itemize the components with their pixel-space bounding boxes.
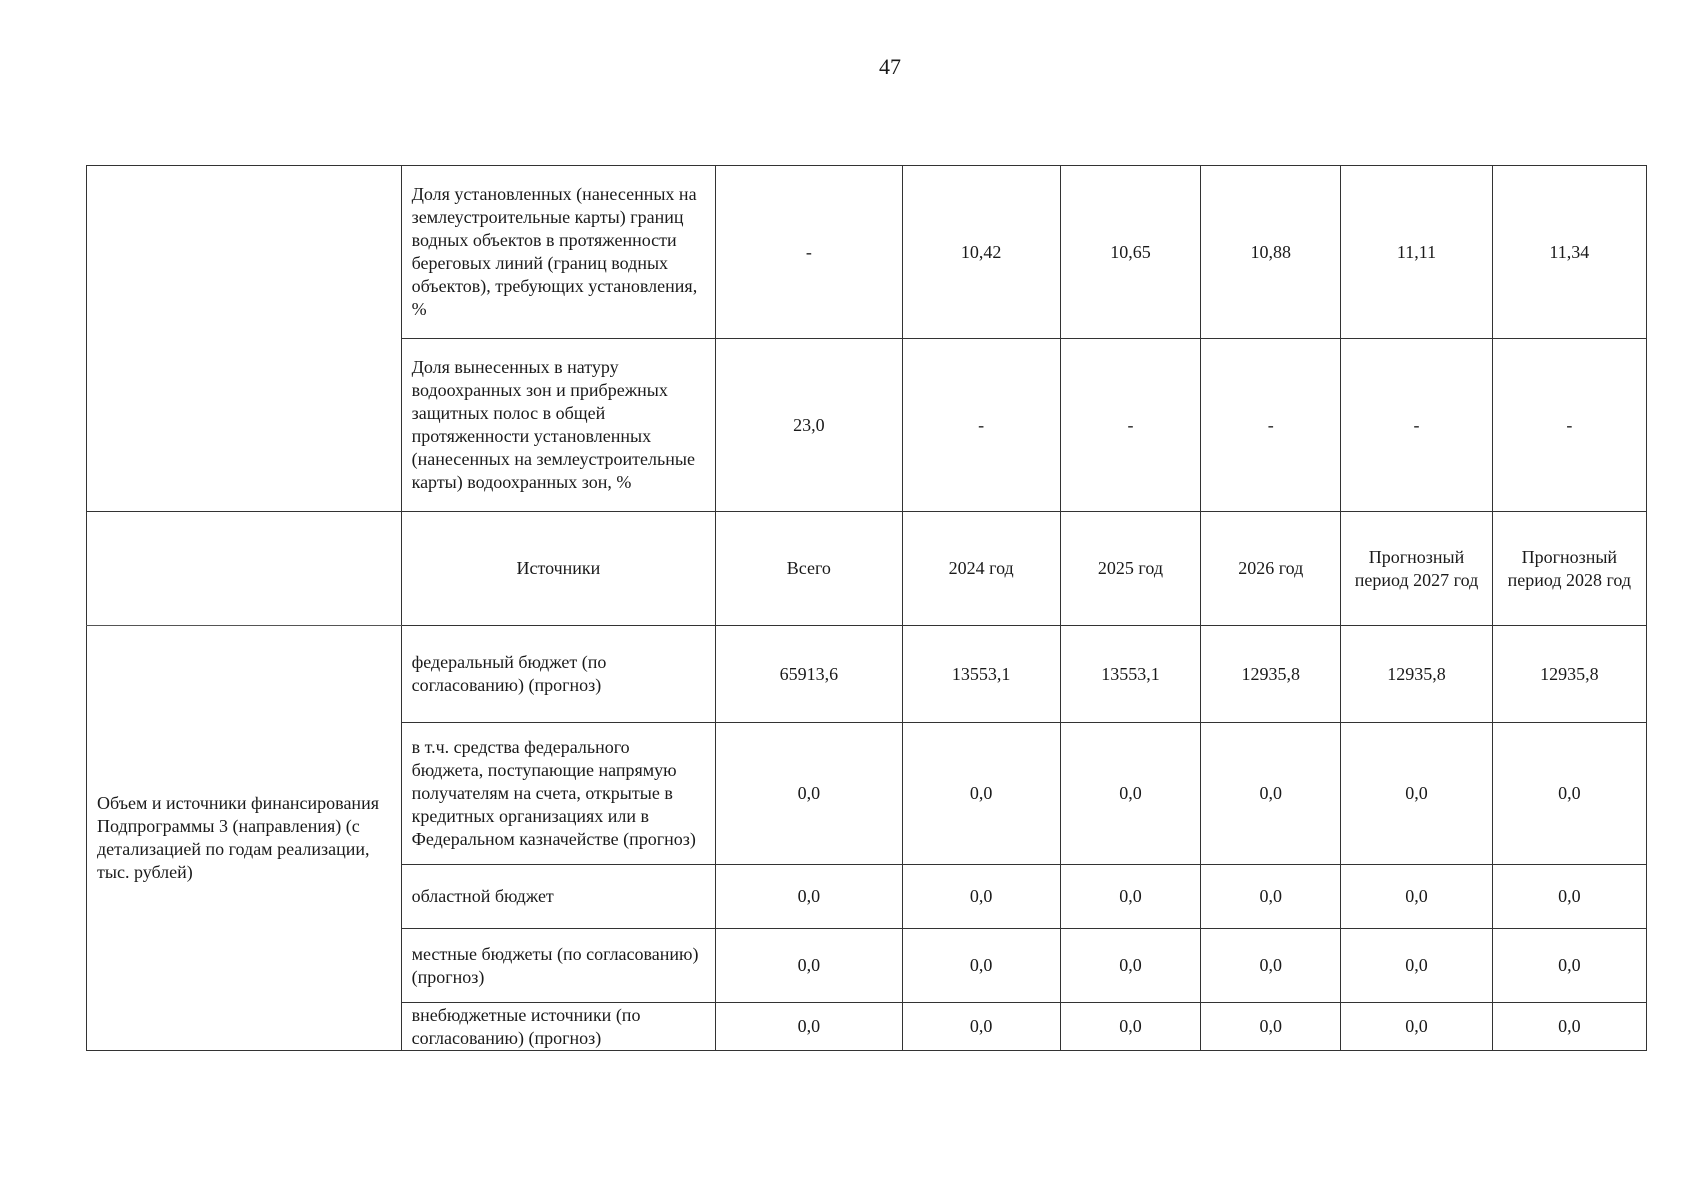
indicator-value-total: - — [716, 166, 902, 339]
header-total: Всего — [716, 512, 902, 626]
indicator-value-total: 23,0 — [716, 339, 902, 512]
header-2027: Прогнозный период 2027 год — [1341, 512, 1492, 626]
financing-value-2028: 0,0 — [1492, 929, 1646, 1003]
indicator-value-2028: 11,34 — [1492, 166, 1646, 339]
financing-value-2024: 0,0 — [902, 865, 1060, 929]
financing-source-label: в т.ч. средства федерального бюджета, поступающие напрямую получателям на счета, открытые в кредитных организациях или в Федеральном казначействе (прогноз) — [401, 723, 716, 865]
financing-value-2027: 12935,8 — [1341, 626, 1492, 723]
financing-value-2027: 0,0 — [1341, 1003, 1492, 1051]
financing-source-label: внебюджетные источники (по согласованию) (прогноз) — [401, 1003, 716, 1051]
financing-value-2026: 0,0 — [1201, 929, 1341, 1003]
financing-value-2027: 0,0 — [1341, 723, 1492, 865]
financing-value-2027: 0,0 — [1341, 865, 1492, 929]
program-table — [86, 165, 1647, 1051]
financing-value-total: 0,0 — [716, 865, 902, 929]
financing-value-2024: 13553,1 — [902, 626, 1060, 723]
financing-value-2028: 0,0 — [1492, 865, 1646, 929]
indicator-value-2028: - — [1492, 339, 1646, 512]
indicator-row — [87, 166, 1647, 339]
empty-section-cell-lower — [87, 512, 402, 626]
header-2025: 2025 год — [1060, 512, 1200, 626]
header-sources: Источники — [401, 512, 716, 626]
header-2028: Прогнозный период 2028 год — [1492, 512, 1646, 626]
financing-value-2025: 13553,1 — [1060, 626, 1200, 723]
financing-value-2024: 0,0 — [902, 723, 1060, 865]
financing-value-total: 0,0 — [716, 929, 902, 1003]
indicator-value-2027: 11,11 — [1341, 166, 1492, 339]
header-2024: 2024 год — [902, 512, 1060, 626]
indicator-value-2026: 10,88 — [1201, 166, 1341, 339]
indicator-value-2027: - — [1341, 339, 1492, 512]
financing-source-label: местные бюджеты (по согласованию) (прогноз) — [401, 929, 716, 1003]
indicator-value-2025: 10,65 — [1060, 166, 1200, 339]
indicator-value-2025: - — [1060, 339, 1200, 512]
header-2026: 2026 год — [1201, 512, 1341, 626]
financing-row — [87, 626, 1647, 723]
financing-value-2026: 0,0 — [1201, 723, 1341, 865]
financing-value-2027: 0,0 — [1341, 929, 1492, 1003]
financing-value-2026: 0,0 — [1201, 865, 1341, 929]
financing-value-2024: 0,0 — [902, 1003, 1060, 1051]
indicator-value-2026: - — [1201, 339, 1341, 512]
financing-value-2025: 0,0 — [1060, 723, 1200, 865]
financing-value-2025: 0,0 — [1060, 1003, 1200, 1051]
financing-source-label: областной бюджет — [401, 865, 716, 929]
financing-value-total: 0,0 — [716, 723, 902, 865]
financing-value-2026: 0,0 — [1201, 1003, 1341, 1051]
financing-section-label: Объем и источники финансирования Подпрограммы 3 (направления) (с детализацией по годам реализации, тыс. рублей) — [87, 626, 402, 1051]
financing-value-2024: 0,0 — [902, 929, 1060, 1003]
financing-value-2026: 12935,8 — [1201, 626, 1341, 723]
financing-value-total: 65913,6 — [716, 626, 902, 723]
indicator-value-2024: 10,42 — [902, 166, 1060, 339]
financing-value-2025: 0,0 — [1060, 865, 1200, 929]
indicator-value-2024: - — [902, 339, 1060, 512]
financing-value-2028: 12935,8 — [1492, 626, 1646, 723]
financing-value-2025: 0,0 — [1060, 929, 1200, 1003]
indicator-label: Доля вынесенных в натуру водоохранных зон и прибрежных защитных полос в общей протяженности установленных (нанесенных на землеустроительные карты) водоохранных зон, % — [401, 339, 716, 512]
financing-source-label: федеральный бюджет (по согласованию) (прогноз) — [401, 626, 716, 723]
empty-section-cell — [87, 166, 402, 512]
page-number: 47 — [879, 54, 901, 79]
indicator-label: Доля установленных (нанесенных на землеустроительные карты) границ водных объектов в протяженности береговых линий (границ водных объектов), требующих установления, % — [401, 166, 716, 339]
financing-value-2028: 0,0 — [1492, 1003, 1646, 1051]
financing-value-total: 0,0 — [716, 1003, 902, 1051]
financing-header-row — [87, 512, 1647, 626]
financing-value-2028: 0,0 — [1492, 723, 1646, 865]
